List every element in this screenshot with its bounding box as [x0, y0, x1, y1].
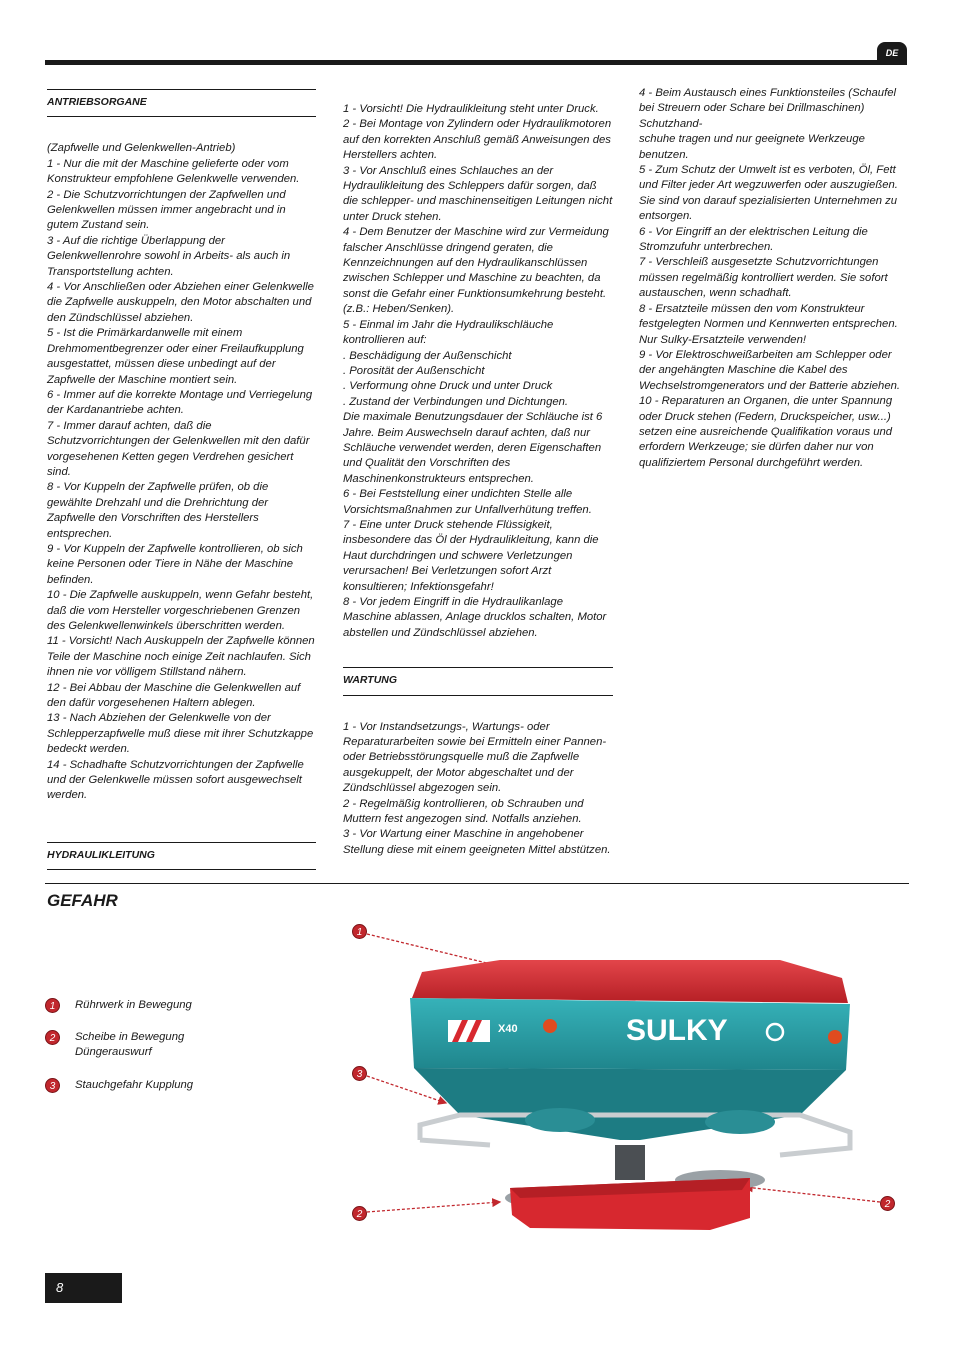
reflector-right — [828, 1030, 842, 1044]
page-number: 8 — [45, 1273, 122, 1303]
paragraph: 13 - Nach Abziehen der Gelenkwelle von der Schlepperzapfwelle muß diese mit ihrer Schutzkappe bedeckt werden. — [47, 712, 314, 756]
agitator-right — [705, 1110, 775, 1134]
legend-text: Düngerauswurf — [75, 1046, 152, 1059]
paragraph: 7 - Eine unter Druck stehende Flüssigkeit, insbesondere das Öl der Hydraulikleitung, kann die Haut durchdringen und schwere Verletzungen verursachen! Bei Verletzungen sofort Arzt konsultieren; Infektionsgefahr! — [343, 518, 599, 593]
paragraph: 7 - Verschleiß ausgesetzte Schutzvorrichtungen müssen regelmäßig kontrolliert werden. Sie sofort austauschen, wenn schadhaft. — [639, 256, 888, 300]
paragraph: . Porosität der Außenschicht — [343, 364, 485, 377]
hopper-funnel — [414, 1068, 846, 1140]
callout-3: 3 — [352, 1066, 367, 1081]
paragraph: 11 - Vorsicht! Nach Auskuppeln der Zapfwelle können Teile der Maschine noch einige Zeit nachlaufen. Sich ihnen nie vor völligem Stillstand nähern. — [47, 635, 315, 679]
paragraph: 2 - Bei Montage von Zylindern oder Hydraulikmotoren auf den korrekten Anschluß gemäß Anweisungen des Herstellers achten. — [343, 118, 612, 162]
paragraph: 1 - Vorsicht! Die Hydraulikleitung steht unter Druck. — [343, 103, 599, 115]
legend-text: Stauchgefahr Kupplung — [75, 1079, 194, 1091]
paragraph: Die maximale Benutzungsdauer der Schläuche ist 6 Jahre. Beim Auswechseln darauf achten, daß nur Schläuche verwendet werden, deren Eigenschaften und Qualität den Vorschriften des Maschinenkonstrukteurs entsprechen. — [343, 411, 603, 485]
paragraph: 4 - Dem Benutzer der Maschine wird zur Vermeidung falscher Anschlüsse dringend geraten, die Kennzeichnungen auf den Hydraulikanschlüssen zwischen Schlepper und Maschine zu beachten, da sonst die Gefahr einer Funktionsumkehrung besteht. (z.B.: Heben/Senken). — [343, 226, 609, 316]
paragraph: . Zustand der Verbindungen und Dichtungen. — [343, 395, 569, 408]
legend-badge: 2 — [45, 1030, 60, 1045]
paragraph: (Zapfwelle und Gelenkwellen-Antrieb) — [47, 142, 236, 155]
language-tab: DE — [877, 42, 907, 65]
paragraph: 3 - Vor Anschluß eines Schlauches an der Hydraulikleitung des Schleppers dafür sorgen, daß die schlepper- und maschinenseitigen Leitungen nicht unter Druck stehen. — [343, 164, 613, 223]
paragraph: 4 - Beim Austausch eines Funktionsteiles (Schaufel bei Streuern oder Schare bei Drillmaschinen) Schutzhand- — [639, 87, 897, 130]
paragraph: 2 - Die Schutzvorrichtungen der Zapfwellen und Gelenkwellen müssen immer angebracht und in gutem Zustand sein. — [47, 188, 286, 232]
section-title-wartung: WARTUNG — [343, 667, 613, 695]
fertilizer-spreader-image — [380, 940, 880, 1250]
paragraph: 5 - Zum Schutz der Umwelt ist es verboten, Öl, Fett und Filter jeder Art wegzuwerfen oder auszugießen. Sie sind von darauf spezialisierten Unternehmen zu entsorgen. — [639, 164, 898, 223]
model-badge: X40 — [498, 1023, 518, 1035]
legend-badge: 3 — [45, 1078, 60, 1093]
section-title-antriebsorgane: ANTRIEBSORGANE — [47, 89, 316, 117]
paragraph: 14 - Schadhafte Schutzvorrichtungen der Zapfwelle und der Gelenkwelle müssen sofort ausgewechselt werden. — [47, 758, 304, 802]
paragraph: 8 - Vor jedem Eingriff in die Hydraulikanlage Maschine ablassen, Anlage drucklos schalten, Motor abstellen und Zündschlüssel abziehen. — [343, 596, 607, 639]
reflector-left — [543, 1019, 557, 1033]
paragraph: . Beschädigung der Außenschicht — [343, 349, 512, 362]
paragraph: 5 - Einmal im Jahr die Hydraulikschläuche kontrollieren auf: — [343, 318, 554, 347]
section-title-hydraulikleitung: HYDRAULIKLEITUNG — [47, 842, 316, 870]
paragraph: 9 - Vor Kuppeln der Zapfwelle kontrollieren, ob sich keine Personen oder Tiere in Nähe der Maschine befinden. — [47, 542, 303, 586]
brand-logo: SULKY — [626, 1014, 728, 1047]
warning-sign — [448, 1020, 490, 1042]
paragraph: 5 - Ist die Primärkardanwelle mit einem Drehmomentbegrenzer oder einer Freilaufkupplung ausgestattet, müssen diese unbedingt auf der Zapfwelle der Maschine montiert sein. — [47, 327, 304, 386]
hopper-cover — [412, 960, 848, 1003]
paragraph: 1 - Nur die mit der Maschine gelieferte oder vom Konstrukteur empfohlene Gelenkwelle verwenden. — [47, 157, 300, 186]
paragraph: 3 - Auf die richtige Überlappung der Gelenkwellenrohre sowohl in Arbeits- als auch in Transportstellung achten. — [47, 234, 291, 278]
legend-text: Rührwerk in Bewegung — [75, 999, 192, 1011]
paragraph: 10 - Die Zapfwelle auskuppeln, wenn Gefahr besteht, daß die vom Hersteller vorgeschriebenen Grenzen des Gelenkwellenwinkels überschritten werden. — [47, 589, 314, 632]
paragraph: 8 - Ersatzteile müssen den vom Konstrukteur festgelegten Normen und Kennwerten entsprechen. Nur Sulky-Ersatzteile verwenden! — [639, 302, 898, 346]
paragraph: 12 - Bei Abbau der Maschine die Gelenkwellen auf den dafür vorgesehenen Haltern ablegen. — [47, 681, 301, 710]
agitator-left — [525, 1108, 595, 1132]
callout-2-left: 2 — [352, 1206, 367, 1221]
paragraph: . Verformung ohne Druck und unter Druck — [343, 380, 553, 393]
paragraph: 3 - Vor Wartung einer Maschine in angehobener Stellung diese mit einem geeigneten Mittel abstützen. — [343, 828, 611, 856]
paragraph: 7 - Immer darauf achten, daß die Schutzvorrichtungen der Gelenkwellen mit den dafür vorgesehenen Ketten gegen Verdrehen gesichert sind. — [47, 419, 310, 478]
legend-badge: 1 — [45, 998, 60, 1013]
paragraph: 6 - Immer auf die korrekte Montage und Verriegelung der Kardanantriebe achten. — [47, 388, 313, 417]
danger-title: GEFAHR — [47, 891, 118, 910]
paragraph: 4 - Vor Anschließen oder Abziehen einer Gelenkwelle die Zapfwelle auskuppeln, den Motor abschalten und den Zündschlüssel abziehen. — [47, 281, 314, 324]
paragraph: schuhe tragen und nur geeignete Werkzeuge benutzen. — [639, 133, 865, 161]
callout-2-right: 2 — [880, 1196, 895, 1211]
gearbox — [615, 1145, 645, 1180]
paragraph: 6 - Vor Eingriff an der elektrischen Leitung die Stromzufuhr unterbrechen. — [639, 225, 868, 254]
paragraph: 10 - Reparaturen an Organen, die unter Spannung oder Druck stehen (Federn, Druckspeicher, usw...) setzen eine ausreichende Qualifikation voraus und erfordern Werkzeuge; sie dürfen daher nur von qualifiziertem Personal durchgeführt werden. — [639, 395, 893, 469]
paragraph: 2 - Regelmäßig kontrollieren, ob Schrauben und Muttern fest angezogen sind. Notfalls anziehen. — [343, 797, 584, 826]
callout-1: 1 — [352, 924, 367, 939]
paragraph: 8 - Vor Kuppeln der Zapfwelle prüfen, ob die gewählte Drehzahl und die Drehrichtung der Zapfwelle den Vorschriften des Herstellers entsprechen. — [47, 481, 269, 540]
legend-text: Scheibe in Bewegung — [75, 1031, 185, 1043]
paragraph: 6 - Bei Feststellung einer undichten Stelle alle Vorsichtsmaßnahmen zur Unfallverhütung treffen. — [343, 488, 592, 516]
paragraph: 9 - Vor Elektroschweißarbeiten am Schlepper oder der angehängten Maschine die Kabel des Wechselstromgenerators und der Batterie abziehen. — [639, 348, 901, 392]
paragraph: 1 - Vor Instandsetzungs-, Wartungs- oder Reparaturarbeiten sowie bei Ermitteln einer Pannen- oder Betriebsstörungsquelle muß die Zapfwelle ausgekuppelt, der Motor abgeschaltet und der Zündschlüssel abgezogen sein. — [343, 720, 607, 795]
